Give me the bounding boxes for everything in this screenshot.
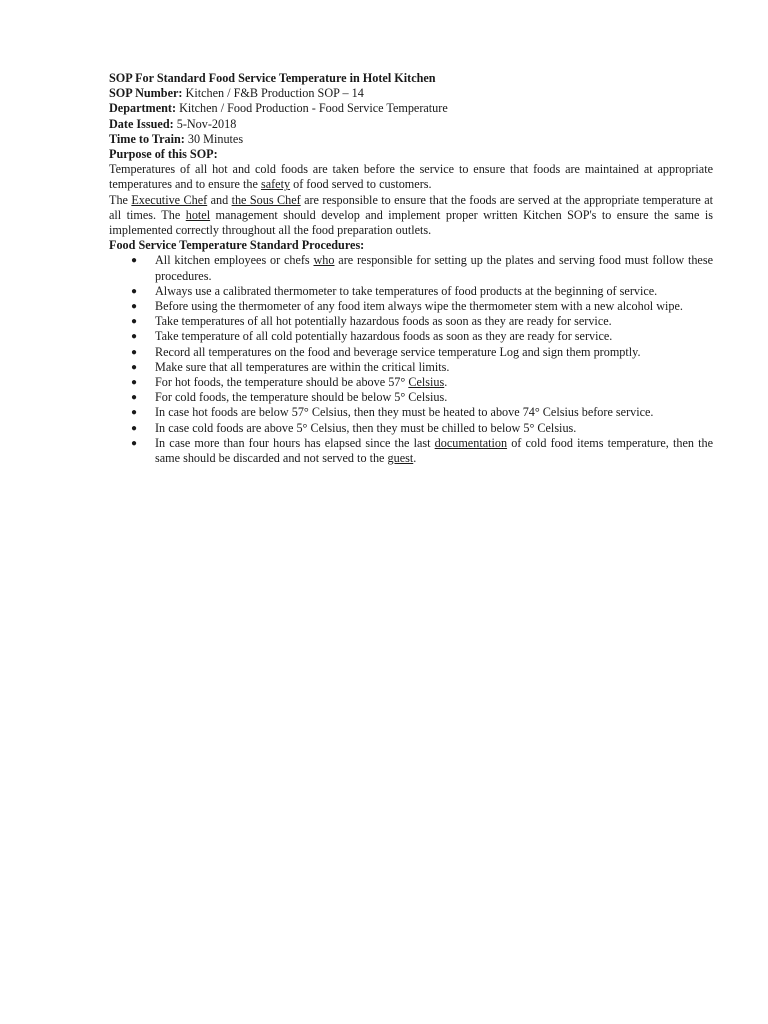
- text-run: management should develop and implement proper written Kitchen SOP's to ensure the same is implemented correctly throughout all the food preparation outlets.: [109, 207, 713, 238]
- meta-label: SOP Number:: [109, 86, 183, 101]
- meta-time-to-train: [109, 132, 713, 147]
- link-executive-chef[interactable]: Executive Chef: [131, 192, 208, 207]
- list-item: [109, 253, 713, 283]
- list-item: [109, 314, 713, 329]
- bullet-icon: ●: [131, 346, 138, 358]
- text-run: In case cold foods are above 5° Celsius, then they must be chilled to below 5° Celsius.: [155, 420, 577, 435]
- text-run: In case hot foods are below 57° Celsius, then they must be heated to above 74° Celsius before service.: [155, 405, 654, 420]
- text-run: For cold foods, the temperature should be below 5° Celsius.: [155, 390, 448, 405]
- meta-value: 5-Nov-2018: [176, 116, 237, 131]
- bullet-icon: ●: [131, 377, 138, 389]
- purpose-paragraph-1: [109, 162, 713, 192]
- link-documentation[interactable]: documentation: [434, 435, 508, 450]
- meta-label: Time to Train:: [109, 131, 185, 146]
- bullet-icon: ●: [131, 407, 138, 419]
- text-run: All kitchen employees or chefs: [155, 253, 314, 268]
- procedures-heading: Food Service Temperature Standard Procedures:: [109, 238, 365, 253]
- list-item: [109, 390, 713, 405]
- bullet-icon: ●: [131, 285, 138, 297]
- list-item: [109, 360, 713, 375]
- text-run: Record all temperatures on the food and beverage service temperature Log and sign them promptly.: [155, 344, 641, 359]
- bullet-icon: ●: [131, 437, 138, 449]
- text-run: Always use a calibrated thermometer to take temperatures of food products at the beginning of service.: [155, 283, 658, 298]
- meta-value: Kitchen / F&B Production SOP – 14: [185, 86, 364, 101]
- link-safety[interactable]: safety: [260, 177, 291, 192]
- meta-value: 30 Minutes: [187, 131, 244, 146]
- bullet-icon: ●: [131, 422, 138, 434]
- text-run: of cold food items temperature, then the same should be discarded and not served to the: [155, 435, 713, 466]
- text-run: and: [207, 192, 232, 207]
- purpose-heading: Purpose of this SOP:: [109, 147, 218, 162]
- list-item: [109, 299, 713, 314]
- text-run: The: [109, 192, 132, 207]
- text-run: In case more than four hours has elapsed since the last: [155, 435, 435, 450]
- text-run: Take temperature of all cold potentially hazardous foods as soon as they are ready for service.: [155, 329, 613, 344]
- list-item: [109, 345, 713, 360]
- bullet-icon: ●: [131, 392, 138, 404]
- list-item: [109, 421, 713, 436]
- list-item: [109, 405, 713, 420]
- text-run: Take temperatures of all hot potentially hazardous foods as soon as they are ready for service.: [155, 314, 612, 329]
- list-item: [109, 329, 713, 344]
- list-item: [109, 284, 713, 299]
- bullet-icon: ●: [131, 255, 138, 267]
- bullet-icon: ●: [131, 331, 138, 343]
- link-sous-chef[interactable]: the Sous Chef: [231, 192, 301, 207]
- link-guest[interactable]: guest: [387, 451, 414, 466]
- list-item: [109, 436, 713, 466]
- bullet-icon: ●: [131, 301, 138, 313]
- text-run: of food served to customers.: [290, 177, 432, 192]
- meta-date-issued: [109, 117, 713, 132]
- text-run: Make sure that all temperatures are within the critical limits.: [155, 359, 450, 374]
- link-who[interactable]: who: [313, 253, 335, 268]
- link-hotel[interactable]: hotel: [185, 207, 211, 222]
- text-run: .: [444, 375, 448, 390]
- list-item: [109, 375, 713, 390]
- text-run: .: [413, 451, 417, 466]
- text-run: are responsible for setting up the plates and serving food must follow these procedures.: [155, 253, 713, 283]
- procedures-list: [109, 253, 713, 466]
- meta-sop-number: [109, 86, 713, 101]
- bullet-icon: ●: [131, 361, 138, 373]
- text-run: are responsible to ensure that the foods are served at the appropriate temperature at all times. The: [109, 192, 714, 222]
- meta-label: Department:: [109, 101, 177, 116]
- purpose-paragraph-2: [109, 193, 713, 239]
- meta-value: Kitchen / Food Production - Food Service Temperature: [179, 101, 448, 116]
- bullet-icon: ●: [131, 316, 138, 328]
- text-run: Temperatures of all hot and cold foods are taken before the service to ensure that foods are maintained at appropriate temperatures and to ensure the: [109, 162, 713, 192]
- text-run: For hot foods, the temperature should be above 57°: [155, 375, 409, 390]
- meta-department: [109, 101, 713, 116]
- text-run: Before using the thermometer of any food item always wipe the thermometer stem with a new alcohol wipe.: [155, 299, 683, 314]
- document-title: SOP For Standard Food Service Temperature in Hotel Kitchen: [109, 71, 436, 85]
- meta-block: [109, 86, 713, 147]
- link-celsius[interactable]: Celsius: [408, 375, 445, 390]
- meta-label: Date Issued:: [109, 116, 174, 131]
